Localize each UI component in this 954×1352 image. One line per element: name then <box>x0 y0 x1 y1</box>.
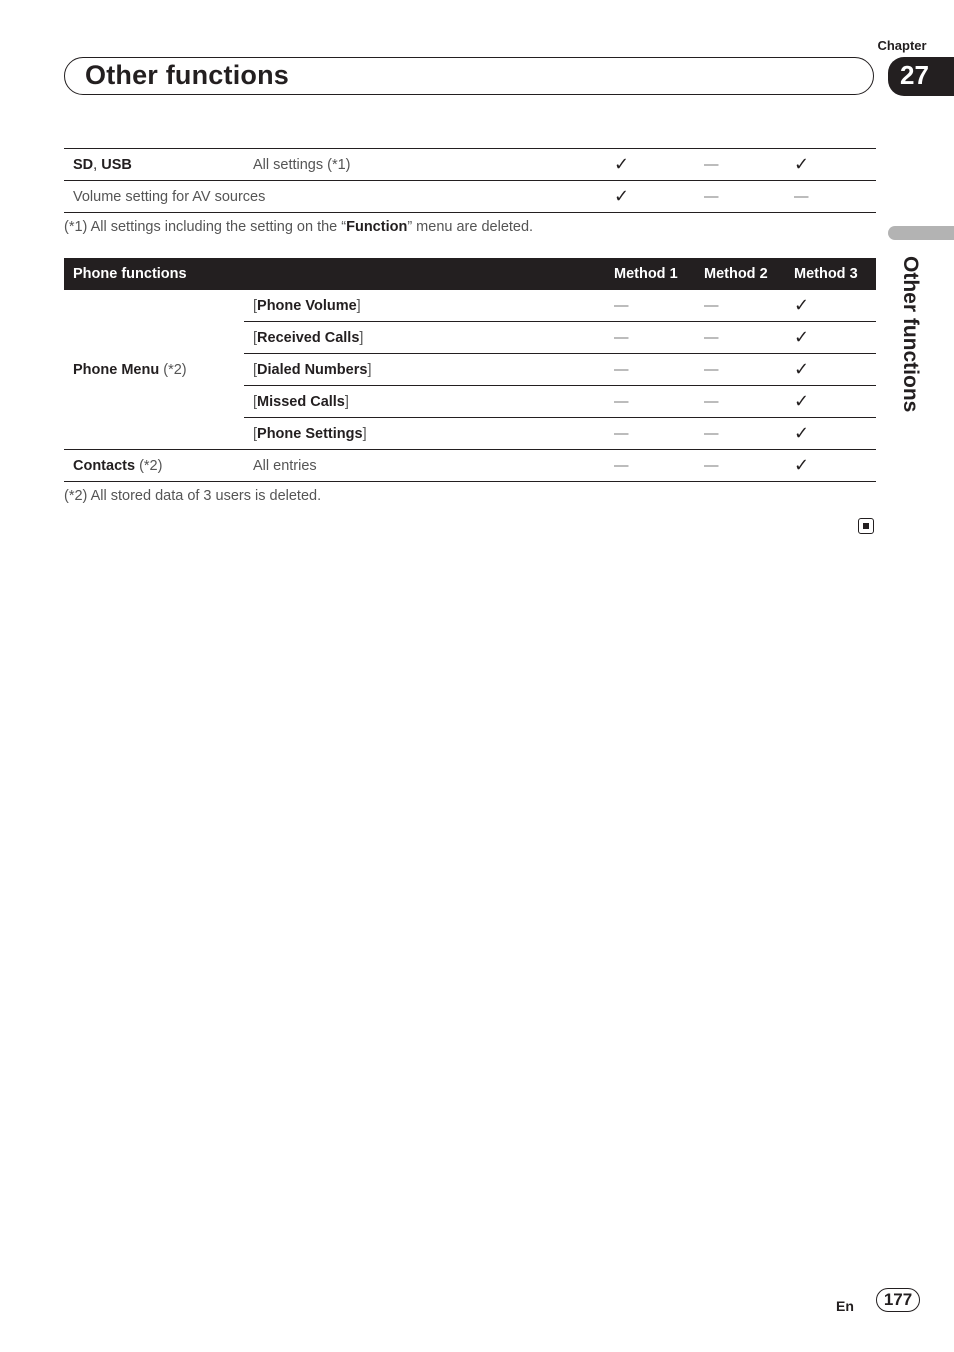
bracket: ] <box>344 393 349 410</box>
method3-cell: ✓ <box>785 450 876 482</box>
footnote-1-prefix: (*1) All settings including the setting on the “ <box>64 219 347 235</box>
chapter-tab <box>888 57 954 96</box>
menu-item-cell <box>244 354 605 386</box>
bracket: ] <box>367 361 372 378</box>
method2-cell: — <box>695 418 785 450</box>
method1-cell: — <box>605 450 695 482</box>
menu-item-name: Dialed Numbers <box>257 361 368 378</box>
contacts-ref: (*2) <box>139 457 163 474</box>
method2-cell: — <box>695 322 785 354</box>
chapter-number: 27 <box>900 60 929 90</box>
method1-cell: — <box>605 418 695 450</box>
menu-item-name: Phone Volume <box>257 297 357 314</box>
header-method2: Method 2 <box>704 266 768 282</box>
method2-cell: — <box>695 354 785 386</box>
bracket: [ <box>253 329 258 346</box>
method2-cell: — <box>695 386 785 418</box>
phone-menu-ref: (*2) <box>163 361 187 378</box>
chapter-label: Chapter <box>877 38 927 53</box>
language-label: En <box>836 1298 854 1314</box>
footnote-1-suffix: ” menu are deleted. <box>407 219 534 235</box>
method1-cell: — <box>605 354 695 386</box>
menu-item-name: Phone Settings <box>257 425 363 442</box>
item-cell <box>64 149 244 181</box>
contacts-label: Contacts <box>73 457 136 474</box>
table-header-row <box>64 258 876 290</box>
footnote-1-bold: Function <box>346 219 408 235</box>
title-bar <box>64 57 874 95</box>
header-category: Phone functions <box>73 266 187 282</box>
method3-cell: ✓ <box>785 386 876 418</box>
table-row <box>64 450 876 482</box>
table-row <box>64 290 876 322</box>
item-sd: SD <box>73 156 94 173</box>
phone-functions-table <box>64 258 876 482</box>
bracket: [ <box>253 297 258 314</box>
method1-cell: ✓ <box>614 154 630 174</box>
item-separator: , <box>93 156 102 173</box>
method2-cell: — <box>695 450 785 482</box>
reset-table-top <box>64 148 876 213</box>
page-number: 177 <box>876 1288 920 1312</box>
page-title: Other functions <box>85 60 289 90</box>
menu-item-cell <box>244 386 605 418</box>
item-cell: Volume setting for AV sources <box>73 188 266 205</box>
header-method3: Method 3 <box>794 266 858 282</box>
menu-item-cell <box>244 322 605 354</box>
item-usb: USB <box>101 156 132 173</box>
bracket: ] <box>356 297 361 314</box>
bracket: [ <box>253 425 258 442</box>
method1-cell: — <box>605 290 695 322</box>
method1-cell: — <box>605 386 695 418</box>
header-method1: Method 1 <box>614 266 678 282</box>
table-row <box>64 181 876 213</box>
method3-cell: ✓ <box>794 154 810 174</box>
method2-cell: — <box>695 290 785 322</box>
menu-item-cell <box>244 290 605 322</box>
footnote-2: (*2) All stored data of 3 users is deleted. <box>64 488 322 504</box>
end-of-section-icon <box>858 518 874 534</box>
phone-menu-label: Phone Menu <box>73 361 160 378</box>
phone-menu-cell <box>64 290 244 450</box>
method3-cell: ✓ <box>785 290 876 322</box>
method3-cell: — <box>794 188 809 205</box>
detail-cell: All settings (*1) <box>253 156 351 173</box>
bracket: ] <box>362 425 367 442</box>
side-tab-label: Other functions <box>899 256 922 413</box>
method1-cell: — <box>605 322 695 354</box>
bracket: [ <box>253 361 258 378</box>
method2-cell: — <box>704 188 719 205</box>
footnote-1 <box>64 219 533 235</box>
detail-cell: All entries <box>244 450 605 482</box>
table-row <box>64 149 876 181</box>
method2-cell: — <box>704 156 719 173</box>
side-tab-bar <box>888 226 954 240</box>
method3-cell: ✓ <box>785 322 876 354</box>
bracket: [ <box>253 393 258 410</box>
method3-cell: ✓ <box>785 354 876 386</box>
bracket: ] <box>359 329 364 346</box>
menu-item-cell <box>244 418 605 450</box>
menu-item-name: Missed Calls <box>257 393 345 410</box>
contacts-cell <box>64 450 244 482</box>
method3-cell: ✓ <box>785 418 876 450</box>
method1-cell: ✓ <box>614 186 630 206</box>
menu-item-name: Received Calls <box>257 329 360 346</box>
